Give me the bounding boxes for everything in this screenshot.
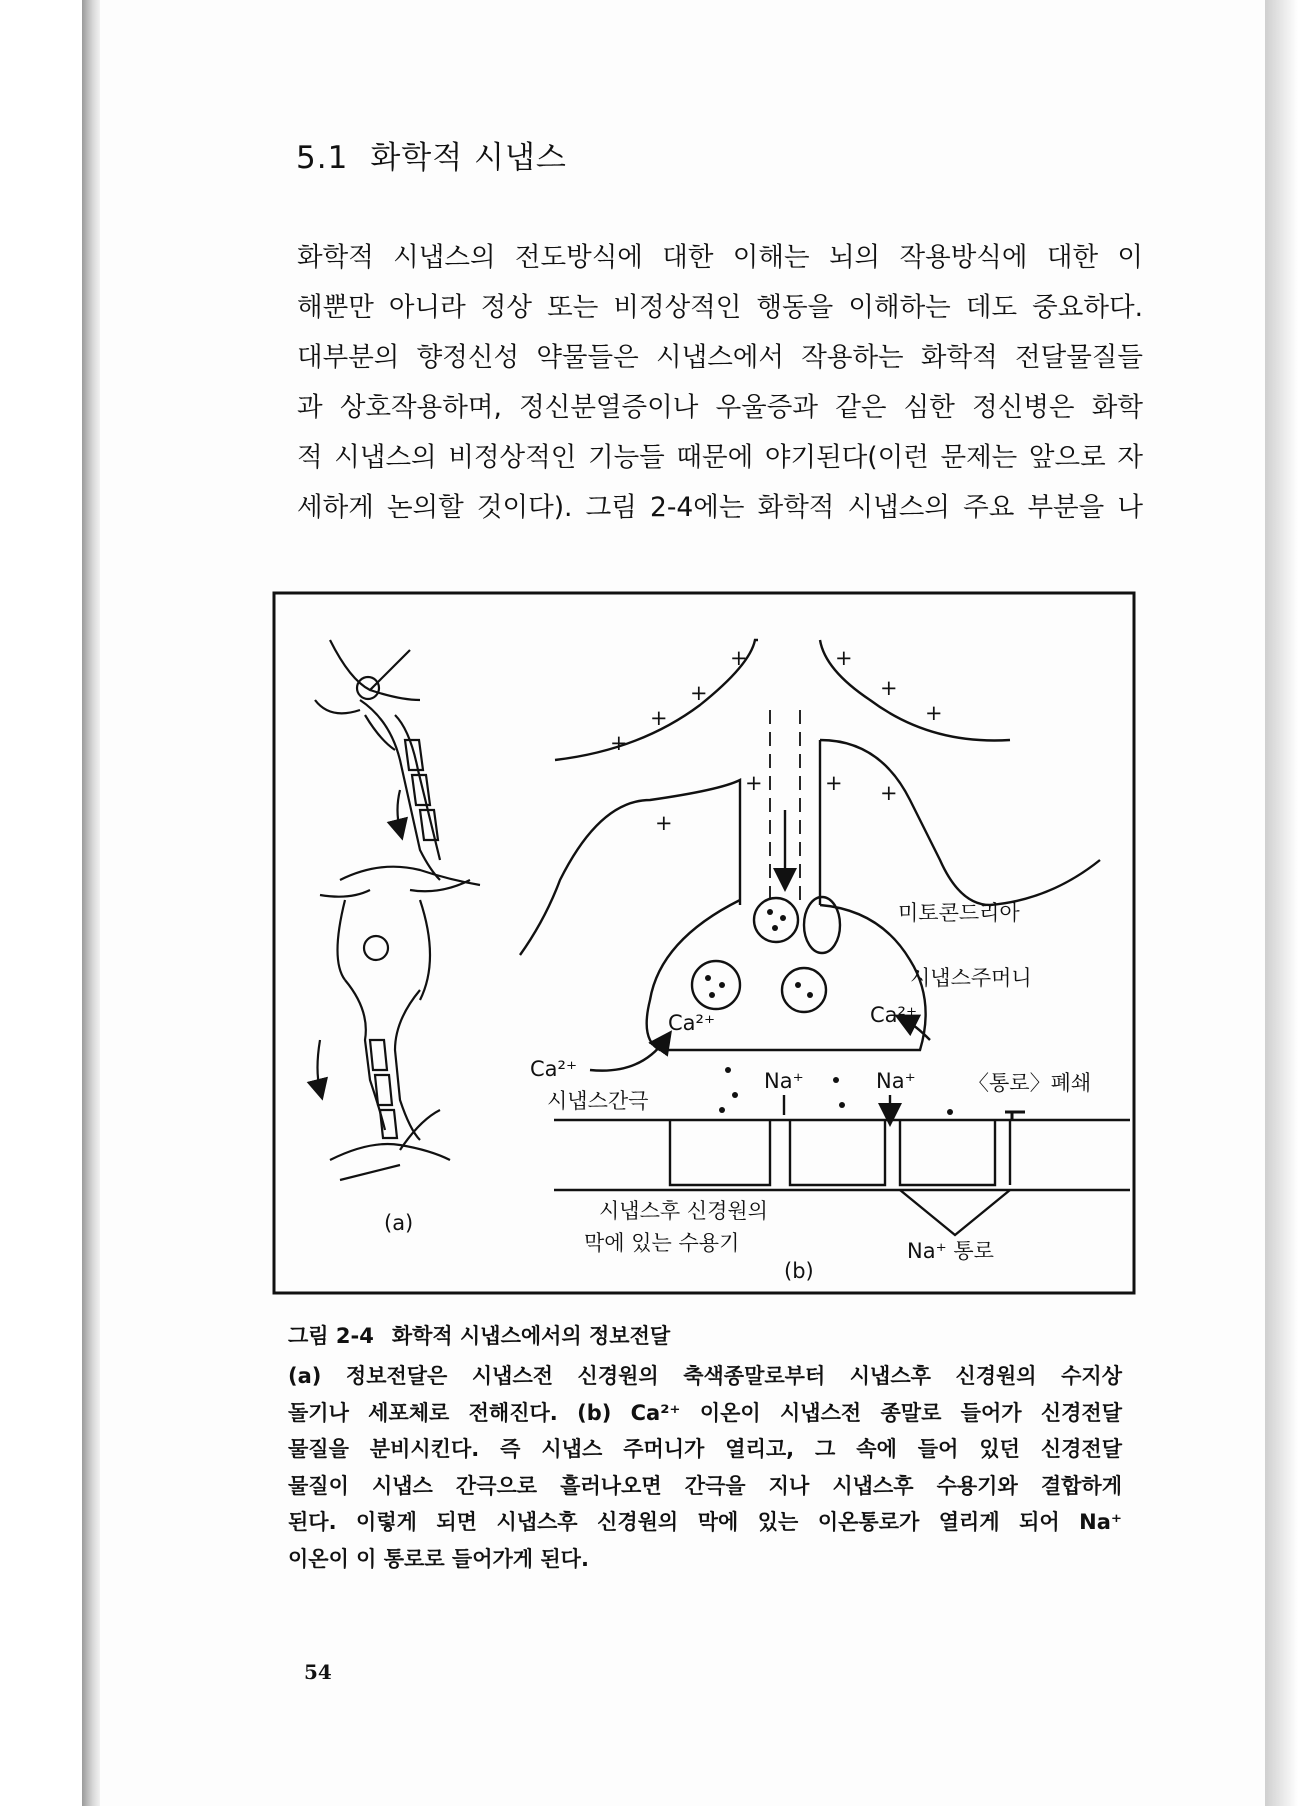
figure-label: 그림 2-4: [288, 1324, 374, 1348]
svg-text:+: +: [650, 706, 668, 730]
label-panel-a: (a): [384, 1211, 414, 1235]
section-title: 화학적 시냅스: [370, 140, 567, 176]
svg-text:+: +: [880, 676, 898, 700]
caption-line: 돌기나 세포체로 전해진다. (b) Ca²⁺ 이온이 시냅스전 종말로 들어가 신경전달: [288, 1400, 1122, 1425]
svg-text:+: +: [730, 646, 748, 670]
body-line: 과 상호작용하며, 정신분열증이나 우울증과 같은 심한 정신병은 화학: [297, 392, 1143, 423]
label-synaptic-cleft: 시냅스간극: [547, 1089, 649, 1113]
synapse-illustration: [520, 640, 1130, 1235]
body-line: 적 시냅스의 비정상적인 기능들 때문에 야기된다(이런 문제는 앞으로 자: [297, 442, 1143, 473]
svg-text:+: +: [745, 771, 763, 795]
label-na-1: Na⁺: [764, 1069, 804, 1093]
svg-text:+: +: [825, 771, 843, 795]
svg-text:+: +: [835, 646, 853, 670]
caption-line: 이온이 이 통로로 들어가게 된다.: [288, 1546, 589, 1571]
label-ca-inside-left: Ca²⁺: [668, 1011, 716, 1035]
svg-text:+: +: [690, 681, 708, 705]
neuron-illustration: [315, 640, 480, 1180]
figure-title: 화학적 시냅스에서의 정보전달: [391, 1324, 671, 1348]
label-vesicle: 시냅스주머니: [910, 966, 1032, 990]
svg-text:+: +: [925, 701, 943, 725]
label-na-channel: Na⁺ 통로: [907, 1239, 994, 1263]
label-na-2: Na⁺: [876, 1069, 916, 1093]
caption-line: 물질이 시냅스 간극으로 흘러나오면 간극을 지나 시냅스후 수용기와 결합하게: [288, 1473, 1122, 1498]
figure-caption-title: [288, 1320, 688, 1350]
label-closed-channel: 〈통로〉폐쇄: [968, 1071, 1092, 1095]
caption-line: 물질을 분비시킨다. 즉 시냅스 주머니가 열리고, 그 속에 들어 있던 신경전달: [288, 1437, 1122, 1461]
body-line: 세하게 논의할 것이다). 그림 2-4에는 화학적 시냅스의 주요 부분을 나: [297, 492, 1143, 523]
caption-line: (a) 정보전달은 시냅스전 신경원의 축색종말로부터 시냅스후 신경원의 수지상: [288, 1364, 1122, 1388]
label-panel-b: (b): [784, 1259, 814, 1283]
figure-caption: [288, 1358, 1122, 1577]
caption-line: 된다. 이렇게 되면 시냅스후 신경원의 막에 있는 이온통로가 열리게 되어 Na⁺: [288, 1510, 1122, 1534]
body-line: 해뿐만 아니라 정상 또는 비정상적인 행동을 이해하는 데도 중요하다.: [297, 292, 1143, 323]
label-receptor-line1: 시냅스후 신경원의: [599, 1199, 768, 1223]
label-ca-inside-right: Ca²⁺: [870, 1003, 918, 1027]
label-ca-outside: Ca²⁺: [530, 1057, 578, 1081]
charge-signs: [610, 646, 943, 835]
label-receptor-line2: 막에 있는 수용기: [584, 1231, 740, 1255]
section-number: 5.1: [296, 140, 349, 176]
svg-text:+: +: [880, 781, 898, 805]
body-line: 대부분의 향정신성 약물들은 시냅스에서 작용하는 화학적 전달물질들: [297, 342, 1143, 373]
page-number: 54: [304, 1660, 332, 1684]
svg-text:+: +: [610, 731, 628, 755]
svg-text:+: +: [655, 811, 673, 835]
body-line: 화학적 시냅스의 전도방식에 대한 이해는 뇌의 작용방식에 대한 이: [297, 242, 1143, 273]
label-mitochondria: 미토콘드리아: [898, 901, 1020, 925]
